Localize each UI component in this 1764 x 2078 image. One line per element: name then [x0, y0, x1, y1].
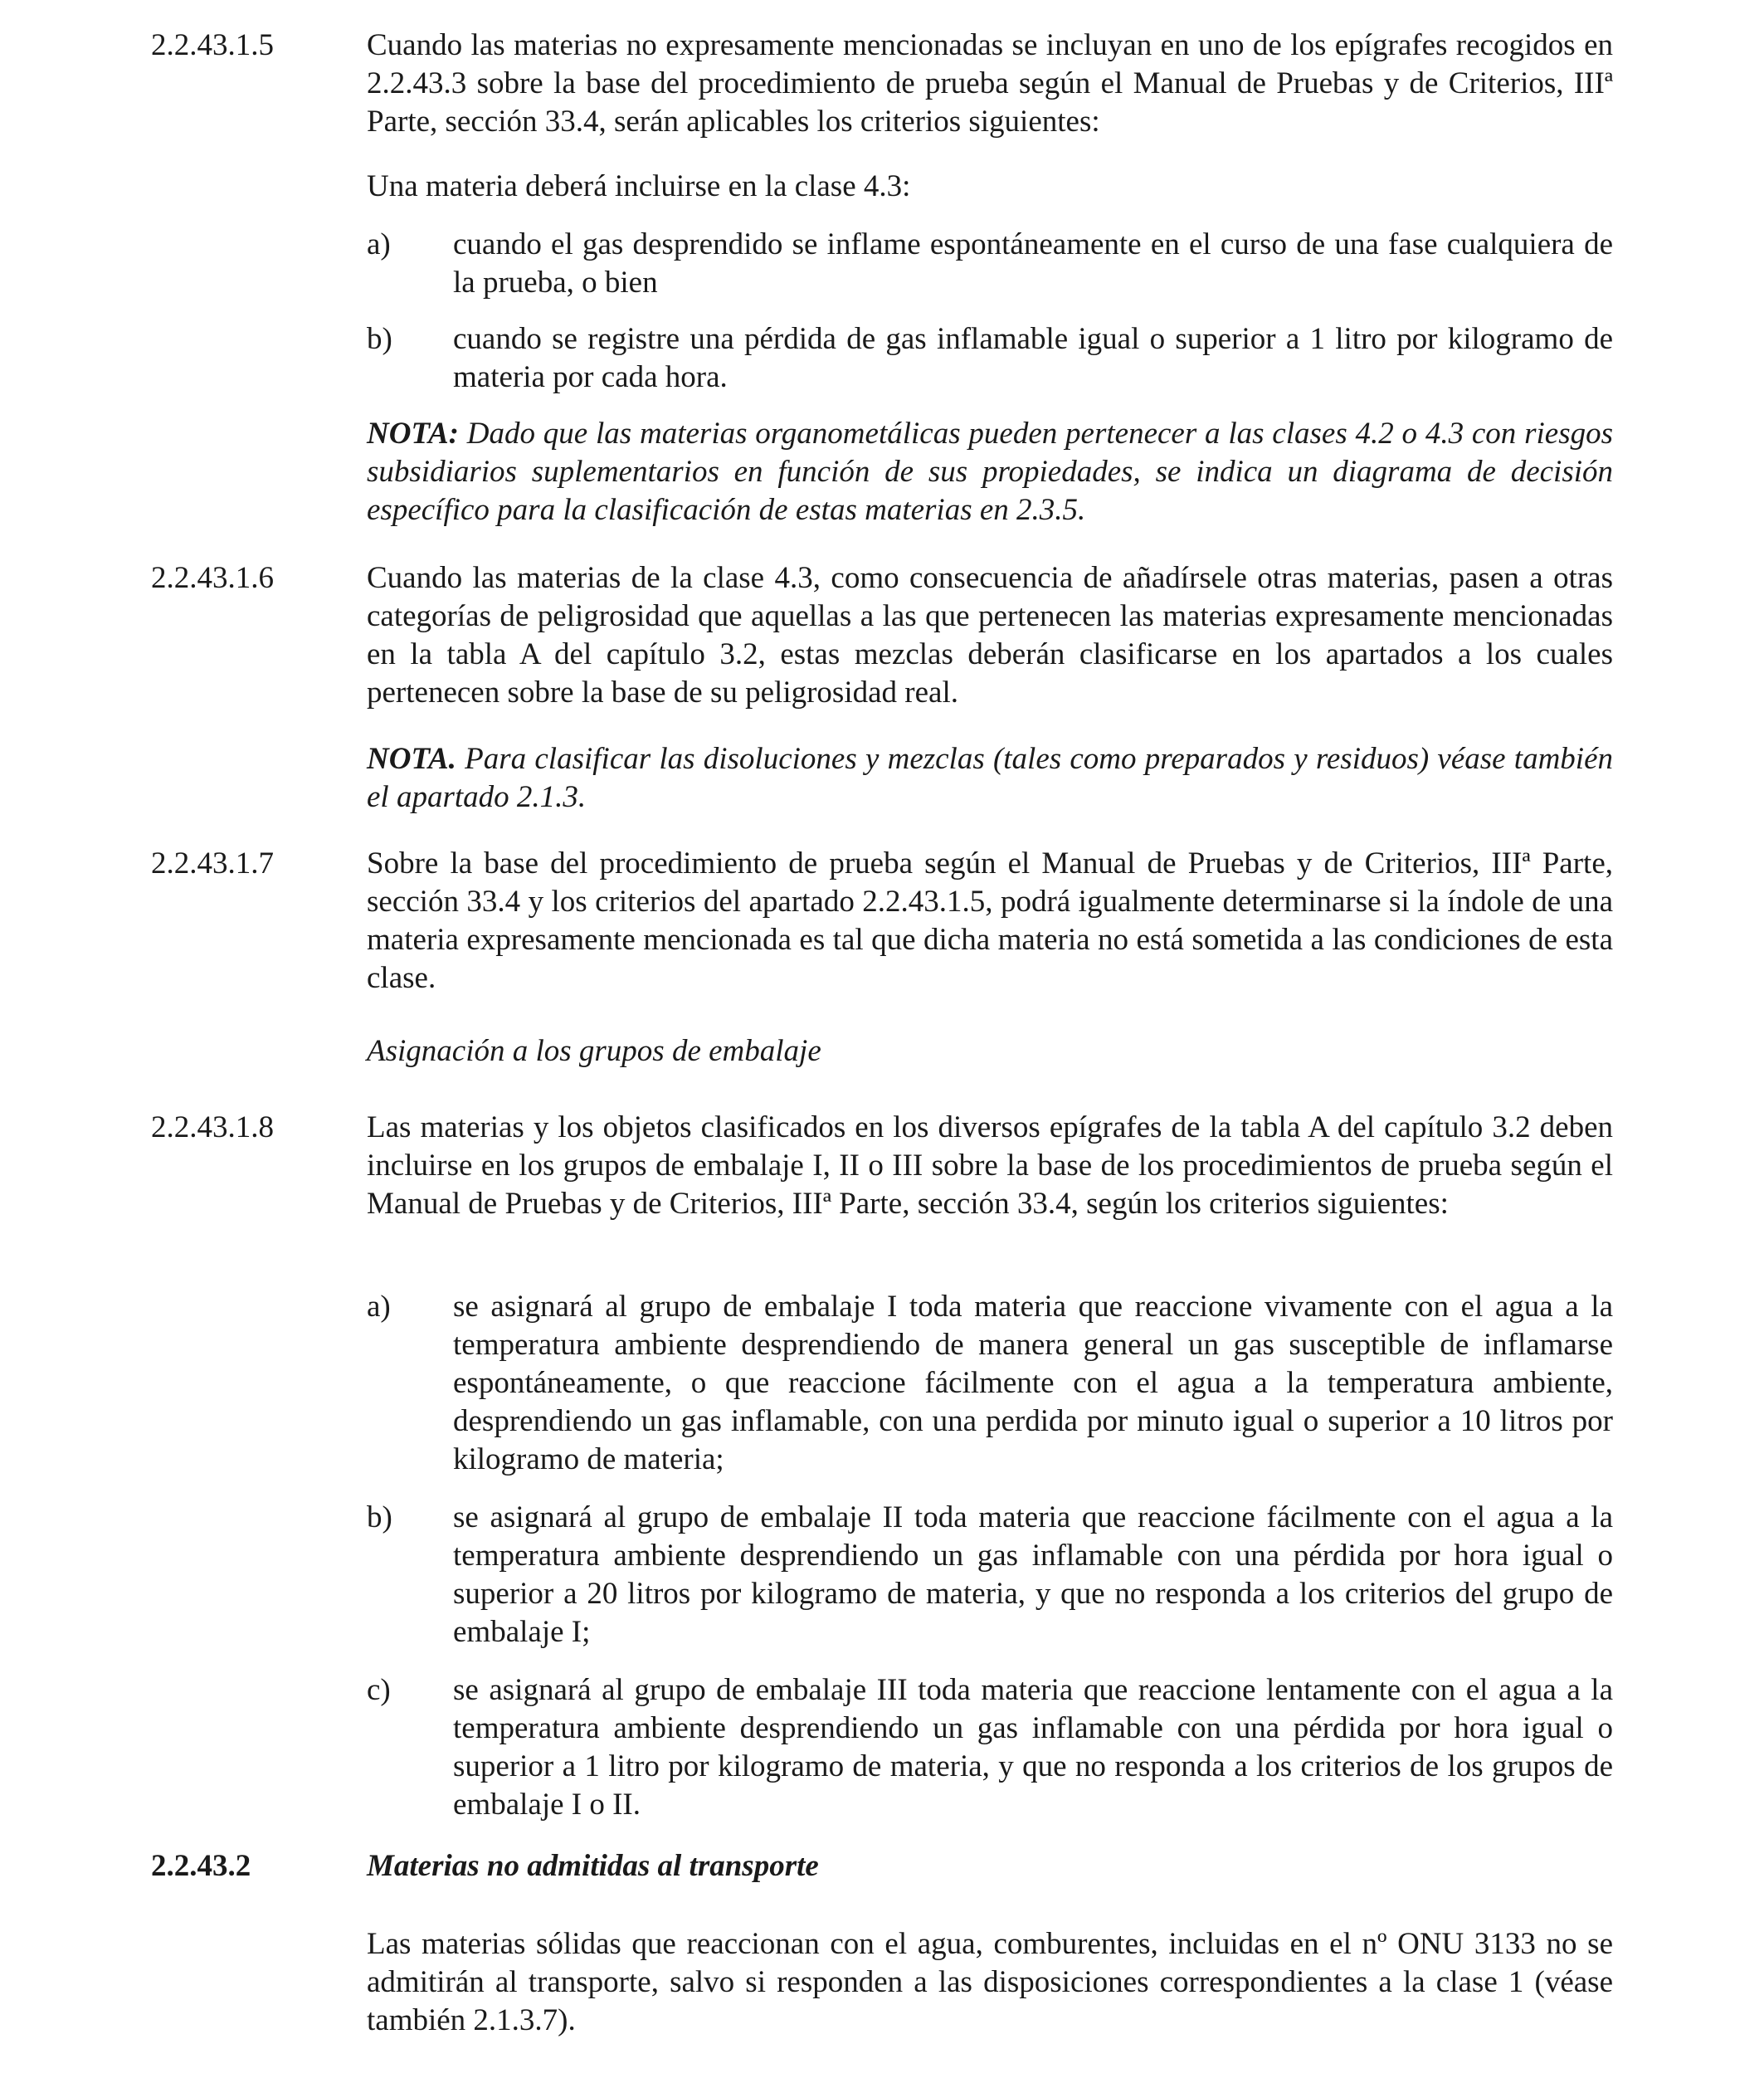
list-item-letter: a) — [367, 1290, 391, 1324]
list-item-letter: b) — [367, 1500, 392, 1534]
list-item-text: cuando el gas desprendido se inflame espontáneamente en el curso de una fase cualquiera de la prueba, o bien — [453, 227, 1613, 300]
list-item-letter: c) — [367, 1673, 391, 1707]
note-text: Dado que las materias organometálicas pueden pertenecer a las clases 4.2 o 4.3 con riesgos subsidiarios suplementarios en función de sus propiedades, se indica un diagrama de decisión específico para la clasificación de estas materias en 2.3.5. — [367, 417, 1613, 527]
subheading: Asignación a los grupos de embalaje — [367, 1034, 821, 1068]
criteria-intro: Una materia deberá incluirse en la clase 4.3: — [367, 169, 911, 203]
section-paragraph: Sobre la base del procedimiento de prueba según el Manual de Pruebas y de Criterios, IIIª Parte, sección 33.4 y los criterios del apartado 2.2.43.1.5, podrá igualmente determinarse si la índole de una materia expresamente mencionada es tal que dicha materia no está sometida a las condiciones de esta clase. — [367, 846, 1613, 995]
note — [367, 415, 1613, 529]
section-number: 2.2.43.1.5 — [151, 28, 274, 62]
section-paragraph: Cuando las materias de la clase 4.3, como consecuencia de añadírsele otras materias, pasen a otras categorías de peligrosidad que aquellas a las que pertenecen las materias expresamente mencionadas en la tabla A del capítulo 3.2, estas mezclas deberán clasificarse en los apartados a los cuales pertenecen sobre la base de su peligrosidad real. — [367, 561, 1613, 710]
list-item-letter: b) — [367, 322, 392, 356]
section-paragraph: Las materias sólidas que reaccionan con el agua, comburentes, incluidas en el nº ONU 3133 no se admitirán al transporte, salvo si responden a las disposiciones correspondientes a la clase 1 (véase también 2.1.3.7). — [367, 1927, 1613, 2037]
section-paragraph: Cuando las materias no expresamente mencionadas se incluyan en uno de los epígrafes recogidos en 2.2.43.3 sobre la base del procedimiento de prueba según el Manual de Pruebas y de Criterios, IIIª Parte, sección 33.4, serán aplicables los criterios siguientes: — [367, 28, 1613, 139]
note-label: NOTA. — [367, 742, 456, 776]
section-number: 2.2.43.1.6 — [151, 561, 274, 595]
list-item-text: se asignará al grupo de embalaje III toda materia que reaccione lentamente con el agua a la temperatura ambiente desprendiendo un gas inflamable con una pérdida por hora igual o superior a 1 litro por kilogramo de materia, y que no responda a los criterios de los grupos de embalaje I o II. — [453, 1673, 1613, 1822]
section-number: 2.2.43.1.7 — [151, 846, 274, 880]
list-item-letter: a) — [367, 227, 391, 261]
list-item-text: cuando se registre una pérdida de gas inflamable igual o superior a 1 litro por kilogramo de materia por cada hora. — [453, 322, 1613, 394]
list-item-text: se asignará al grupo de embalaje II toda materia que reaccione fácilmente con el agua a la temperatura ambiente desprendiendo un gas inflamable con una pérdida por hora igual o superior a 20 litros por kilogramo de materia, y que no responda a los criterios del grupo de embalaje I; — [453, 1500, 1613, 1649]
note-text: Para clasificar las disoluciones y mezclas (tales como preparados y residuos) véase también el apartado 2.1.3. — [367, 742, 1613, 814]
section-number: 2.2.43.1.8 — [151, 1110, 274, 1144]
section-paragraph: Las materias y los objetos clasificados en los diversos epígrafes de la tabla A del capítulo 3.2 deben incluirse en los grupos de embalaje I, II o III sobre la base de los procedimientos de prueba según el Manual de Pruebas y de Criterios, IIIª Parte, sección 33.4, según los criterios siguientes: — [367, 1110, 1613, 1221]
section-heading: Materias no admitidas al transporte — [367, 1849, 819, 1883]
note — [367, 740, 1613, 817]
note-label: NOTA: — [367, 417, 459, 451]
section-number: 2.2.43.2 — [151, 1849, 251, 1883]
list-item-text: se asignará al grupo de embalaje I toda materia que reaccione vivamente con el agua a la temperatura ambiente desprendiendo de manera general un gas susceptible de inflamarse espontáneamente, o que reaccione fácilmente con el agua a la temperatura ambiente, desprendiendo un gas inflamable, con una perdida por minuto igual o superior a 10 litros por kilogramo de materia; — [453, 1290, 1613, 1476]
